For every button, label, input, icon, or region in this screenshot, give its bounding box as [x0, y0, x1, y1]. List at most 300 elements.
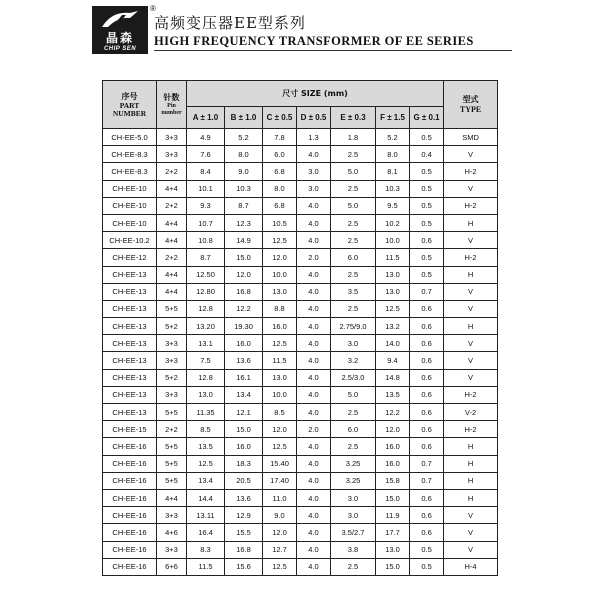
- part-number-cell: CH-EE-16: [103, 558, 157, 575]
- type-cell: V: [444, 541, 498, 558]
- dim-d-cell: 2.0: [297, 421, 331, 438]
- dim-d-cell: 4.0: [297, 489, 331, 506]
- dim-f-cell: 12.2: [376, 404, 410, 421]
- dim-g-cell: 0.6: [410, 300, 444, 317]
- dim-g-cell: 0.6: [410, 421, 444, 438]
- dim-c-cell: 6.0: [263, 146, 297, 163]
- part-number-cell: CH-EE-16: [103, 507, 157, 524]
- dim-d-cell: 4.0: [297, 386, 331, 403]
- part-number-header-en2: NUMBER: [112, 108, 147, 118]
- part-number-cell: CH-EE-15: [103, 421, 157, 438]
- dim-d-cell: 4.0: [297, 283, 331, 300]
- dim-f-cell: 14.0: [376, 335, 410, 352]
- part-number-cell: CH-EE-10: [103, 180, 157, 197]
- dim-d-cell: 4.0: [297, 507, 331, 524]
- dim-e-cell: 5.0: [331, 197, 376, 214]
- dim-f-cell: 13.5: [376, 386, 410, 403]
- dim-a-cell: 12.80: [187, 283, 225, 300]
- type-cell: H-2: [444, 163, 498, 180]
- dim-g-cell: 0.5: [410, 558, 444, 575]
- dim-b-header: B ± 1.0: [225, 107, 263, 129]
- dim-d-cell: 4.0: [297, 472, 331, 489]
- part-number-cell: CH-EE-8.3: [103, 146, 157, 163]
- part-number-cell: CH-EE-13: [103, 386, 157, 403]
- title-underline: [154, 50, 512, 51]
- dim-a-cell: 10.1: [187, 180, 225, 197]
- dim-c-cell: 12.5: [263, 232, 297, 249]
- type-cell: H: [444, 438, 498, 455]
- dim-b-cell: 12.0: [225, 266, 263, 283]
- dim-e-cell: 2.5: [331, 404, 376, 421]
- pin-count-cell: 5+5: [157, 404, 187, 421]
- type-cell: V: [444, 283, 498, 300]
- dim-a-cell: 7.6: [187, 146, 225, 163]
- brand-logo: [92, 4, 156, 54]
- dim-d-cell: 4.0: [297, 214, 331, 231]
- spec-table: [102, 80, 498, 576]
- dim-c-cell: 12.0: [263, 524, 297, 541]
- dim-b-cell: 13.6: [225, 489, 263, 506]
- dim-c-cell: 12.5: [263, 558, 297, 575]
- pin-count-cell: 4+4: [157, 283, 187, 300]
- dim-d-cell: 4.0: [297, 455, 331, 472]
- dim-f-cell: 13.0: [376, 266, 410, 283]
- type-cell: H-2: [444, 421, 498, 438]
- dim-g-cell: 0.5: [410, 180, 444, 197]
- dim-c-cell: 10.0: [263, 266, 297, 283]
- dim-g-cell: 0.5: [410, 214, 444, 231]
- dim-a-cell: 11.5: [187, 558, 225, 575]
- type-cell: H-2: [444, 249, 498, 266]
- dim-g-cell: 0.6: [410, 318, 444, 335]
- dim-a-cell: 10.7: [187, 214, 225, 231]
- dim-f-cell: 13.0: [376, 541, 410, 558]
- pin-number-header-en1: Pin: [167, 103, 176, 109]
- dim-f-cell: 16.0: [376, 455, 410, 472]
- header-row-1: [103, 81, 498, 107]
- part-number-cell: CH-EE-13: [103, 369, 157, 386]
- dim-g-cell: 0.6: [410, 369, 444, 386]
- dim-d-cell: 4.0: [297, 404, 331, 421]
- type-cell: H-4: [444, 558, 498, 575]
- pin-count-cell: 3+3: [157, 352, 187, 369]
- part-number-cell: CH-EE-10: [103, 197, 157, 214]
- dim-b-cell: 16.0: [225, 335, 263, 352]
- dim-f-cell: 12.5: [376, 300, 410, 317]
- dim-e-cell: 5.0: [331, 386, 376, 403]
- dim-c-cell: 6.8: [263, 163, 297, 180]
- dim-g-cell: 0.7: [410, 472, 444, 489]
- dim-b-cell: 16.1: [225, 369, 263, 386]
- dim-f-header: F ± 1.5: [376, 107, 410, 129]
- type-cell: H: [444, 472, 498, 489]
- pin-count-cell: 3+3: [157, 541, 187, 558]
- page-title-cn: 高频变压器EE型系列: [154, 14, 306, 32]
- dim-g-cell: 0.6: [410, 335, 444, 352]
- type-cell: V: [444, 335, 498, 352]
- dim-g-cell: 0.5: [410, 541, 444, 558]
- dim-g-cell: 0.6: [410, 386, 444, 403]
- table-row: [103, 352, 498, 369]
- dim-d-cell: 4.0: [297, 438, 331, 455]
- part-number-cell: CH-EE-13: [103, 266, 157, 283]
- dim-d-cell: 2.0: [297, 249, 331, 266]
- part-number-cell: CH-EE-16: [103, 472, 157, 489]
- dim-a-cell: 13.0: [187, 386, 225, 403]
- dim-d-cell: 4.0: [297, 524, 331, 541]
- dim-c-cell: 10.0: [263, 386, 297, 403]
- table-row: [103, 386, 498, 403]
- dim-c-cell: 13.0: [263, 369, 297, 386]
- part-number-cell: CH-EE-10: [103, 214, 157, 231]
- dim-e-cell: 3.0: [331, 507, 376, 524]
- pin-count-cell: 3+3: [157, 335, 187, 352]
- dim-f-cell: 10.2: [376, 214, 410, 231]
- pin-count-cell: 3+3: [157, 129, 187, 146]
- dim-d-cell: 4.0: [297, 300, 331, 317]
- dim-c-cell: 10.5: [263, 214, 297, 231]
- dim-d-cell: 4.0: [297, 369, 331, 386]
- dim-g-cell: 0.4: [410, 146, 444, 163]
- dim-f-cell: 5.2: [376, 129, 410, 146]
- pin-count-cell: 5+5: [157, 472, 187, 489]
- table-row: [103, 472, 498, 489]
- pin-number-header-en2: number: [161, 109, 182, 116]
- type-cell: H: [444, 455, 498, 472]
- dim-e-cell: 6.0: [331, 421, 376, 438]
- table-row: [103, 146, 498, 163]
- table-row: [103, 180, 498, 197]
- dim-d-cell: 4.0: [297, 232, 331, 249]
- dim-e-cell: 3.25: [331, 472, 376, 489]
- table-row: [103, 214, 498, 231]
- table-row: [103, 249, 498, 266]
- table-row: [103, 455, 498, 472]
- type-cell: H: [444, 489, 498, 506]
- logo-swoosh-icon: [100, 9, 140, 31]
- dim-c-cell: 11.5: [263, 352, 297, 369]
- dim-b-cell: 16.0: [225, 438, 263, 455]
- dim-g-cell: 0.6: [410, 438, 444, 455]
- type-cell: V-2: [444, 404, 498, 421]
- dim-f-cell: 17.7: [376, 524, 410, 541]
- dim-a-cell: 12.50: [187, 266, 225, 283]
- dim-f-cell: 12.0: [376, 421, 410, 438]
- dim-g-cell: 0.6: [410, 489, 444, 506]
- type-cell: V: [444, 507, 498, 524]
- logo-mark: [92, 6, 148, 54]
- part-number-cell: CH-EE-16: [103, 489, 157, 506]
- pin-count-cell: 5+5: [157, 300, 187, 317]
- dim-e-cell: 3.25: [331, 455, 376, 472]
- table-row: [103, 489, 498, 506]
- dim-a-cell: 16.4: [187, 524, 225, 541]
- pin-count-cell: 4+6: [157, 524, 187, 541]
- dim-g-cell: 0.6: [410, 404, 444, 421]
- dim-e-cell: 2.5: [331, 232, 376, 249]
- pin-count-cell: 5+5: [157, 438, 187, 455]
- pin-count-cell: 5+2: [157, 318, 187, 335]
- dim-a-cell: 4.9: [187, 129, 225, 146]
- pin-count-cell: 3+3: [157, 146, 187, 163]
- pin-count-cell: 6+6: [157, 558, 187, 575]
- dim-e-cell: 3.0: [331, 335, 376, 352]
- dim-e-cell: 2.5/3.0: [331, 369, 376, 386]
- dim-b-cell: 9.0: [225, 163, 263, 180]
- dim-e-cell: 3.5: [331, 283, 376, 300]
- dim-a-cell: 8.3: [187, 541, 225, 558]
- brand-name-cn: 晶森: [105, 31, 134, 45]
- dim-c-cell: 8.5: [263, 404, 297, 421]
- dim-c-cell: 9.0: [263, 507, 297, 524]
- part-number-header: [103, 81, 157, 129]
- dim-b-cell: 14.9: [225, 232, 263, 249]
- dim-a-cell: 13.20: [187, 318, 225, 335]
- dim-g-cell: 0.7: [410, 283, 444, 300]
- dim-d-cell: 4.0: [297, 541, 331, 558]
- dim-c-cell: 7.8: [263, 129, 297, 146]
- dim-b-cell: 12.9: [225, 507, 263, 524]
- dim-c-cell: 13.0: [263, 283, 297, 300]
- type-header: [444, 81, 498, 129]
- dim-a-cell: 8.5: [187, 421, 225, 438]
- dim-f-cell: 15.0: [376, 489, 410, 506]
- dim-f-cell: 10.3: [376, 180, 410, 197]
- dim-a-cell: 12.8: [187, 300, 225, 317]
- dim-f-cell: 13.2: [376, 318, 410, 335]
- dim-b-cell: 15.0: [225, 421, 263, 438]
- dim-c-cell: 12.7: [263, 541, 297, 558]
- dim-d-cell: 4.0: [297, 266, 331, 283]
- dim-e-cell: 2.5: [331, 438, 376, 455]
- dim-f-cell: 9.4: [376, 352, 410, 369]
- dim-a-header: A ± 1.0: [187, 107, 225, 129]
- dim-a-cell: 8.7: [187, 249, 225, 266]
- dim-b-cell: 8.7: [225, 197, 263, 214]
- table-row: [103, 541, 498, 558]
- dim-c-header: C ± 0.5: [263, 107, 297, 129]
- pin-count-cell: 2+2: [157, 249, 187, 266]
- pin-count-cell: 4+4: [157, 214, 187, 231]
- table-row: [103, 369, 498, 386]
- part-number-cell: CH-EE-13: [103, 318, 157, 335]
- table-row: [103, 335, 498, 352]
- dim-a-cell: 12.8: [187, 369, 225, 386]
- dim-d-cell: 3.0: [297, 163, 331, 180]
- type-cell: V: [444, 180, 498, 197]
- dim-b-cell: 18.3: [225, 455, 263, 472]
- pin-count-cell: 2+2: [157, 163, 187, 180]
- table-row: [103, 197, 498, 214]
- dim-c-cell: 16.0: [263, 318, 297, 335]
- dim-e-cell: 2.5: [331, 146, 376, 163]
- dim-c-cell: 12.5: [263, 438, 297, 455]
- dim-a-cell: 10.8: [187, 232, 225, 249]
- part-number-cell: CH-EE-13: [103, 283, 157, 300]
- dim-e-cell: 2.75/9.0: [331, 318, 376, 335]
- dim-b-cell: 20.5: [225, 472, 263, 489]
- dim-d-cell: 4.0: [297, 146, 331, 163]
- pin-count-cell: 4+4: [157, 232, 187, 249]
- dim-g-cell: 0.5: [410, 266, 444, 283]
- registered-mark: ®: [150, 4, 156, 13]
- type-header-cn: 型式: [462, 95, 479, 104]
- dim-a-cell: 13.5: [187, 438, 225, 455]
- dim-d-cell: 3.0: [297, 180, 331, 197]
- type-cell: SMD: [444, 129, 498, 146]
- pin-count-cell: 4+4: [157, 180, 187, 197]
- table-row: [103, 438, 498, 455]
- dim-e-cell: 2.5: [331, 266, 376, 283]
- dim-d-cell: 1.3: [297, 129, 331, 146]
- dim-f-cell: 10.0: [376, 232, 410, 249]
- part-number-cell: CH-EE-10.2: [103, 232, 157, 249]
- dim-b-cell: 15.5: [225, 524, 263, 541]
- type-cell: V: [444, 352, 498, 369]
- dim-b-cell: 13.6: [225, 352, 263, 369]
- dim-g-cell: 0.6: [410, 232, 444, 249]
- dim-b-cell: 15.0: [225, 249, 263, 266]
- dim-b-cell: 12.3: [225, 214, 263, 231]
- dim-a-cell: 8.4: [187, 163, 225, 180]
- dim-f-cell: 8.0: [376, 146, 410, 163]
- dim-e-cell: 6.0: [331, 249, 376, 266]
- dim-e-cell: 2.5: [331, 300, 376, 317]
- brand-name-en: CHIP SEN: [103, 46, 137, 52]
- part-number-cell: CH-EE-13: [103, 300, 157, 317]
- type-header-en: TYPE: [459, 105, 482, 114]
- type-cell: H: [444, 266, 498, 283]
- dim-c-cell: 12.0: [263, 421, 297, 438]
- dim-b-cell: 12.2: [225, 300, 263, 317]
- dim-b-cell: 19.30: [225, 318, 263, 335]
- type-cell: H-2: [444, 197, 498, 214]
- part-number-cell: CH-EE-5.0: [103, 129, 157, 146]
- pin-count-cell: 4+4: [157, 266, 187, 283]
- dim-d-cell: 4.0: [297, 197, 331, 214]
- page-title-en: HIGH FREQUENCY TRANSFORMER OF EE SERIES: [154, 34, 474, 48]
- dim-b-cell: 15.6: [225, 558, 263, 575]
- pin-number-header: [157, 81, 187, 129]
- type-cell: V: [444, 232, 498, 249]
- table-row: [103, 558, 498, 575]
- table-row: [103, 232, 498, 249]
- dim-e-cell: 3.2: [331, 352, 376, 369]
- dim-b-cell: 10.3: [225, 180, 263, 197]
- dim-g-cell: 0.7: [410, 455, 444, 472]
- dim-e-cell: 2.5: [331, 180, 376, 197]
- dim-e-cell: 2.5: [331, 214, 376, 231]
- dim-a-cell: 7.5: [187, 352, 225, 369]
- part-number-cell: CH-EE-13: [103, 352, 157, 369]
- dim-c-cell: 8.8: [263, 300, 297, 317]
- dim-c-cell: 8.0: [263, 180, 297, 197]
- type-cell: V: [444, 369, 498, 386]
- table-row: [103, 524, 498, 541]
- dim-e-cell: 2.5: [331, 558, 376, 575]
- dim-f-cell: 9.5: [376, 197, 410, 214]
- table-row: [103, 283, 498, 300]
- dim-e-cell: 3.0: [331, 489, 376, 506]
- dim-f-cell: 15.8: [376, 472, 410, 489]
- dim-c-cell: 12.5: [263, 335, 297, 352]
- dim-a-cell: 13.1: [187, 335, 225, 352]
- dim-a-cell: 13.11: [187, 507, 225, 524]
- dim-c-cell: 11.0: [263, 489, 297, 506]
- part-number-cell: CH-EE-13: [103, 335, 157, 352]
- dim-a-cell: 12.5: [187, 455, 225, 472]
- dim-b-cell: 13.4: [225, 386, 263, 403]
- dim-a-cell: 9.3: [187, 197, 225, 214]
- table-row: [103, 266, 498, 283]
- type-cell: H: [444, 318, 498, 335]
- dim-a-cell: 14.4: [187, 489, 225, 506]
- dim-f-cell: 8.1: [376, 163, 410, 180]
- table-row: [103, 300, 498, 317]
- part-number-cell: CH-EE-12: [103, 249, 157, 266]
- dim-b-cell: 16.8: [225, 541, 263, 558]
- pin-count-cell: 3+3: [157, 386, 187, 403]
- pin-count-cell: 3+3: [157, 507, 187, 524]
- pin-number-header-cn: 针数: [163, 93, 180, 102]
- part-number-cell: CH-EE-8.3: [103, 163, 157, 180]
- pin-count-cell: 4+4: [157, 489, 187, 506]
- table-row: [103, 507, 498, 524]
- dim-d-cell: 4.0: [297, 352, 331, 369]
- table-row: [103, 404, 498, 421]
- part-number-cell: CH-EE-16: [103, 541, 157, 558]
- dim-a-cell: 13.4: [187, 472, 225, 489]
- part-number-cell: CH-EE-16: [103, 455, 157, 472]
- dim-e-cell: 3.5/2.7: [331, 524, 376, 541]
- dim-b-cell: 12.1: [225, 404, 263, 421]
- type-cell: V: [444, 146, 498, 163]
- pin-count-cell: 5+5: [157, 455, 187, 472]
- dim-d-header: D ± 0.5: [297, 107, 331, 129]
- dim-f-cell: 11.5: [376, 249, 410, 266]
- dim-c-cell: 6.8: [263, 197, 297, 214]
- page-header: [92, 6, 512, 56]
- pin-count-cell: 2+2: [157, 197, 187, 214]
- dim-g-cell: 0.5: [410, 197, 444, 214]
- dim-f-cell: 11.9: [376, 507, 410, 524]
- type-cell: V: [444, 524, 498, 541]
- dim-c-cell: 12.0: [263, 249, 297, 266]
- dim-g-cell: 0.6: [410, 352, 444, 369]
- type-cell: H-2: [444, 386, 498, 403]
- table-row: [103, 421, 498, 438]
- dim-b-cell: 16.8: [225, 283, 263, 300]
- dim-d-cell: 4.0: [297, 318, 331, 335]
- dim-a-cell: 11.35: [187, 404, 225, 421]
- type-cell: H: [444, 214, 498, 231]
- pin-count-cell: 2+2: [157, 421, 187, 438]
- type-cell: V: [444, 300, 498, 317]
- table-row: [103, 163, 498, 180]
- dim-g-cell: 0.5: [410, 249, 444, 266]
- dim-b-cell: 8.0: [225, 146, 263, 163]
- dim-f-cell: 14.8: [376, 369, 410, 386]
- dim-e-cell: 3.8: [331, 541, 376, 558]
- part-number-header-en1: PART: [119, 100, 140, 110]
- spec-table-body: [103, 129, 498, 576]
- dim-g-cell: 0.6: [410, 507, 444, 524]
- dim-g-cell: 0.5: [410, 129, 444, 146]
- part-number-cell: CH-EE-16: [103, 438, 157, 455]
- part-number-cell: CH-EE-13: [103, 404, 157, 421]
- dim-d-cell: 4.0: [297, 558, 331, 575]
- dim-c-cell: 17.40: [263, 472, 297, 489]
